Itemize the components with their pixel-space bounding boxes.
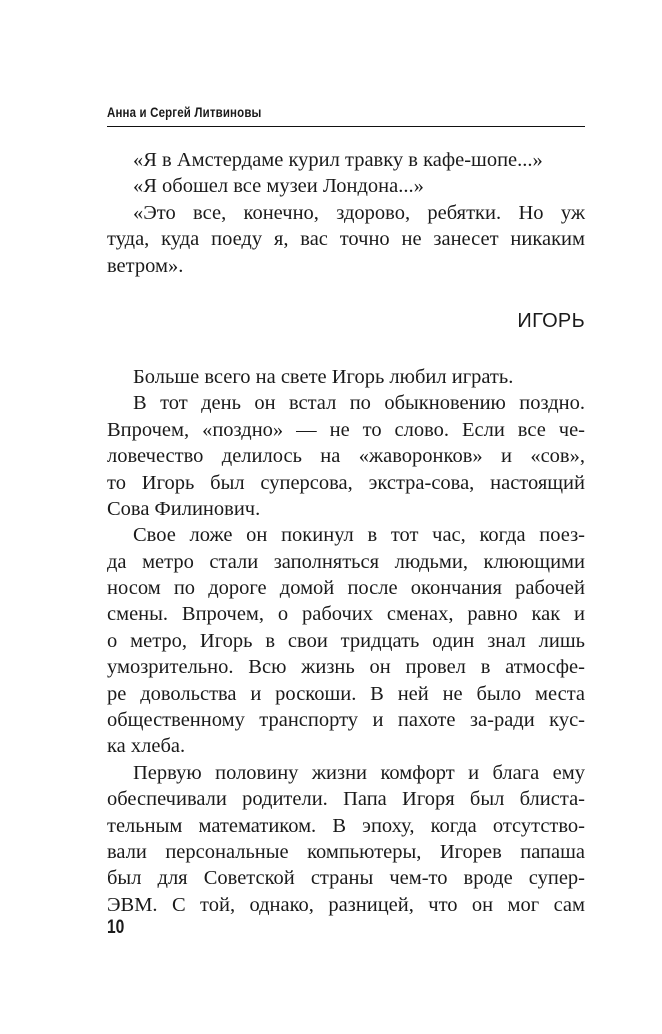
text-line: ре довольства и роскоши. В ней не было места	[107, 682, 585, 705]
text-line: ловечество делилось на «жаворонков» и «сов»,	[107, 445, 585, 468]
text-line: «Я обошел все музеи Лондона...»	[133, 175, 424, 198]
text-line: Больше всего на свете Игорь любил играть.	[133, 365, 514, 388]
text-line: то Игорь был суперсова, экстра-сова, настоящий	[107, 471, 585, 494]
text-line: «Я в Амстердаме курил травку в кафе-шопе...»	[133, 149, 543, 171]
running-title: Анна и Сергей Литвиновы	[107, 104, 262, 120]
text-line: «Это все, конечно, здорово, ребятки. Но уж	[133, 201, 585, 224]
text-line: о метро, Игорь в свои тридцать один знал лишь	[107, 629, 585, 652]
text-line: ветром».	[107, 254, 184, 277]
running-header	[107, 92, 585, 127]
text-line: общественному транспорту и пахоте за-ради кус-	[107, 709, 585, 732]
text-line: ка хлеба.	[107, 735, 186, 758]
text-line: был для Советской страны чем-то вроде супер-	[107, 867, 585, 890]
text-line: Свое ложе он покинул в тот час, когда поез-	[133, 524, 585, 547]
text-line: тельным математиком. В эпоху, когда отсутство-	[107, 814, 585, 837]
text-line: смены. Впрочем, о рабочих сменах, равно как и	[107, 603, 585, 626]
text-line: обеспечивали родители. Папа Игоря был блиста-	[107, 788, 585, 811]
page-body	[107, 147, 585, 918]
text-line: Сова Филинович.	[107, 497, 261, 520]
text-line: да метро стали заполняться людьми, клюющими	[107, 550, 585, 573]
text-line: умозрительно. Всю жизнь он провел в атмосфе-	[107, 656, 585, 679]
text-line: В тот день он встал по обыкновению поздно.	[133, 392, 585, 415]
page-number: 10	[107, 917, 125, 938]
text-line: вали персональные компьютеры, Игорев папаша	[107, 840, 585, 863]
text-line: туда, куда поеду я, вас точно не занесет никаким	[107, 228, 585, 251]
text-line: носом по дороге домой после окончания рабочей	[107, 577, 585, 600]
chapter-title: ИГОРЬ	[517, 309, 585, 332]
text-line: Первую половину жизни комфорт и блага ему	[133, 761, 585, 784]
text-line: ЭВМ. С той, однако, разницей, что он мог сам	[107, 893, 585, 916]
text-line: Впрочем, «поздно» — не то слово. Если все че-	[107, 418, 585, 441]
